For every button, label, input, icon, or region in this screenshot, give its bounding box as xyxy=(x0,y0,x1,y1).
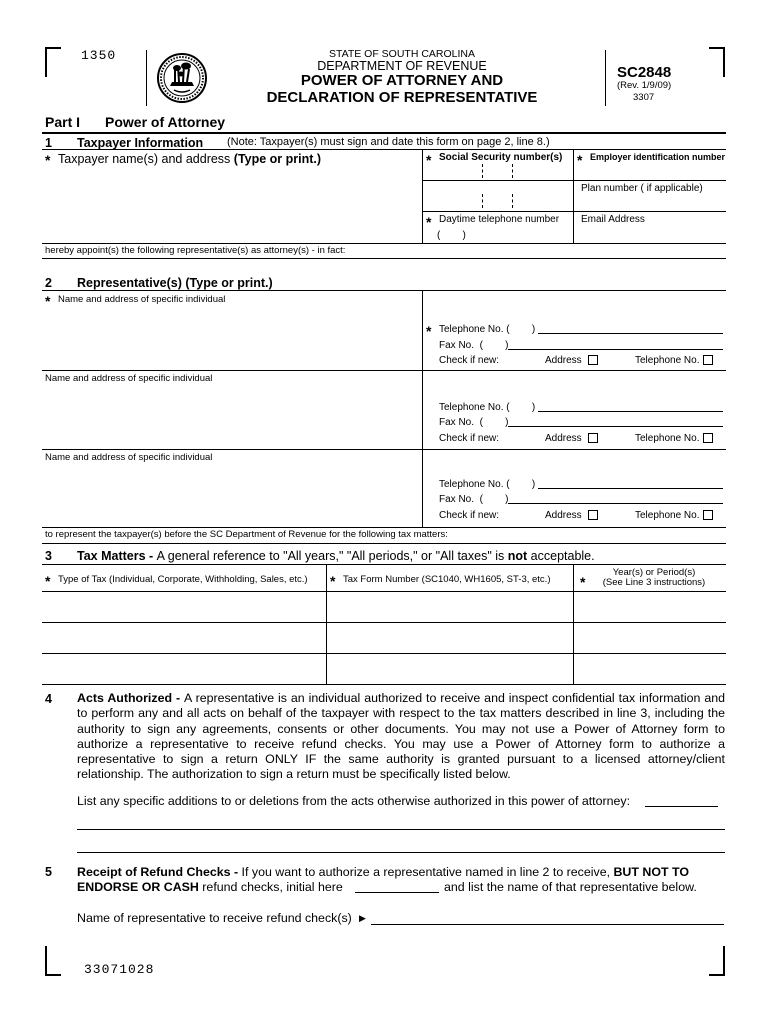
tax-form-header: Tax Form Number (SC1040, WH1605, ST-3, etc.) xyxy=(343,574,551,585)
rep2-fax-label: Fax No. ( ) xyxy=(439,417,509,428)
rule xyxy=(42,258,726,259)
rule xyxy=(42,564,726,565)
rep2-name-address-field[interactable] xyxy=(46,387,420,449)
rep2-telephone-line xyxy=(538,411,723,412)
section-4-list-label: List any specific additions to or deletions from the acts otherwise authorized in this power of attorney: xyxy=(77,794,631,808)
rep3-name-label: Name and address of specific individual xyxy=(45,452,213,463)
header-dept: DEPARTMENT OF REVENUE xyxy=(317,59,487,73)
refund-rep-line xyxy=(371,924,724,925)
rep1-fax-field[interactable] xyxy=(510,336,720,348)
rule xyxy=(326,564,327,684)
represent-text: to represent the taxpayer(s) before the SC Department of Revenue for the following tax matters: xyxy=(45,529,448,540)
rule xyxy=(422,211,726,212)
taxpayer-name-label-text: Taxpayer name(s) and address xyxy=(58,152,234,166)
section-4-number: 4 xyxy=(45,692,52,706)
ein-label: Employer identification number xyxy=(590,152,726,162)
rep1-telephone-field[interactable] xyxy=(540,320,720,332)
rule xyxy=(42,622,726,623)
rep3-address-checkbox[interactable] xyxy=(588,510,598,520)
required-marker: * xyxy=(330,573,336,589)
header-title-1: POWER OF ATTORNEY AND xyxy=(300,72,504,89)
corner-mark-bottom-left xyxy=(45,946,61,976)
ssn-field-2[interactable] xyxy=(428,195,568,208)
rep1-address-checkbox[interactable] xyxy=(588,355,598,365)
rule xyxy=(42,370,726,371)
year-period-row-2[interactable] xyxy=(578,631,722,647)
header-state: STATE OF SOUTH CAROLINA xyxy=(328,48,476,60)
rep1-telephone-checkbox[interactable] xyxy=(703,355,713,365)
acts-line-2 xyxy=(77,829,725,830)
required-marker: * xyxy=(45,573,51,589)
initial-field[interactable] xyxy=(357,878,437,891)
section-3-not: not xyxy=(507,549,528,563)
acts-field-2[interactable] xyxy=(78,815,723,828)
rep1-fax-label: Fax No. ( ) xyxy=(439,340,509,351)
acts-field-1[interactable] xyxy=(646,792,718,805)
rule xyxy=(42,132,726,134)
rule xyxy=(42,591,726,592)
rep2-telephone-checkbox[interactable] xyxy=(703,433,713,443)
required-marker: * xyxy=(426,152,432,168)
tax-type-header: Type of Tax (Individual, Corporate, Withholding, Sales, etc.) xyxy=(58,574,308,585)
ssn-field-1[interactable] xyxy=(428,165,568,178)
section-4-paragraph xyxy=(77,691,725,783)
rep3-telephone-checkbox[interactable] xyxy=(703,510,713,520)
part-label: Part I xyxy=(45,114,81,130)
rep1-check-new-label: Check if new: xyxy=(439,355,500,366)
taxpayer-name-label xyxy=(58,153,321,166)
required-marker: * xyxy=(577,152,583,168)
ein-field[interactable] xyxy=(580,165,720,178)
section-5-line-1 xyxy=(77,866,689,878)
rep1-telephone-label: Telephone No. ( ) xyxy=(439,324,536,335)
rule xyxy=(422,290,423,527)
tax-form-row-3[interactable] xyxy=(330,662,568,678)
rule xyxy=(573,149,574,243)
rep3-telephone-check-label: Telephone No. xyxy=(635,510,700,521)
rep2-fax-field[interactable] xyxy=(510,413,720,425)
refund-rep-label: Name of representative to receive refund check(s) xyxy=(77,911,352,925)
form-revision: (Rev. 1/9/09) xyxy=(617,80,672,91)
daytime-phone-label: Daytime telephone number xyxy=(439,214,560,225)
tax-type-row-2[interactable] xyxy=(46,631,320,647)
form-number: SC2848 xyxy=(617,64,672,81)
section-4-title: Acts Authorized - xyxy=(77,691,185,705)
section-3-number: 3 xyxy=(45,549,52,563)
header-divider-right xyxy=(605,50,606,106)
rep3-fax-label: Fax No. ( ) xyxy=(439,494,509,505)
footer-code: 33071028 xyxy=(84,962,155,977)
section-3-title: Tax Matters - xyxy=(77,549,157,563)
section-5-line-2-end: and list the name of that representative below. xyxy=(444,880,697,894)
initial-line xyxy=(355,892,439,893)
section-3-text-end: acceptable. xyxy=(527,549,595,563)
ssn-label: Social Security number(s) xyxy=(439,152,563,163)
year-period-note: (See Line 3 instructions) xyxy=(602,577,706,588)
corner-mark-top-left xyxy=(45,47,61,77)
rep3-address-label: Address xyxy=(545,510,582,521)
rule xyxy=(42,149,726,150)
email-field[interactable] xyxy=(580,228,720,241)
rule xyxy=(422,149,423,243)
header-divider-left xyxy=(146,50,147,106)
section-2-number: 2 xyxy=(45,276,52,290)
rep1-name-label: Name and address of specific individual xyxy=(58,294,226,305)
section-1-title: Taxpayer Information xyxy=(77,136,204,150)
rep1-telephone-check-label: Telephone No. xyxy=(635,355,700,366)
year-period-row-1[interactable] xyxy=(578,600,722,616)
rep3-telephone-label: Telephone No. ( ) xyxy=(439,479,536,490)
rule xyxy=(573,564,574,684)
section-1-note: (Note: Taxpayer(s) must sign and date this form on page 2, line 8.) xyxy=(227,136,550,148)
state-seal-logo xyxy=(156,52,208,104)
rep3-telephone-field[interactable] xyxy=(540,475,720,487)
arrow-right-icon: ▶ xyxy=(359,913,366,923)
rule xyxy=(42,653,726,654)
section-4-body: A representative is an individual authorized to receive and inspect confidential tax information and to perform any and all acts on behalf of the taxpayer with respect to the tax matters described in line 3, including the authority to sign any agreements, consents or other documents. You may not use a Power of Attorney form to authorize a representative to receive refund checks. You may use a Power of Attorney form to authorize a representative to sign a return ONLY IF the same authority is granted pursuant to a licensed attorney/client relationship. The authorization to sign a return must be specifically listed below. xyxy=(77,691,725,782)
section-5-number: 5 xyxy=(45,865,52,879)
rep3-fax-line xyxy=(508,503,723,504)
section-5-text: If you want to authorize a representative named in line 2 to receive, xyxy=(241,865,614,879)
section-5-initial-text: refund checks, initial here xyxy=(198,880,343,894)
acts-line-1 xyxy=(645,806,718,807)
rep2-telephone-field[interactable] xyxy=(540,398,720,410)
rep2-telephone-label: Telephone No. ( ) xyxy=(439,402,536,413)
plan-number-label: Plan number ( if applicable) xyxy=(581,183,703,194)
corner-mark-bottom-right xyxy=(709,946,725,976)
plan-number-field[interactable] xyxy=(580,196,720,209)
rep1-address-label: Address xyxy=(545,355,582,366)
year-period-row-3[interactable] xyxy=(578,662,722,678)
acts-line-3 xyxy=(77,852,725,853)
daytime-phone-field[interactable] xyxy=(474,229,568,241)
section-5-title: Receipt of Refund Checks - xyxy=(77,865,242,879)
section-5-endorse: ENDORSE OR CASH xyxy=(77,880,199,894)
section-1-number: 1 xyxy=(45,136,52,150)
tax-form-row-1[interactable] xyxy=(330,600,568,616)
rule xyxy=(42,243,726,244)
section-5-not-to: BUT NOT TO xyxy=(613,865,689,879)
email-label: Email Address xyxy=(581,214,645,225)
rule xyxy=(42,449,726,450)
required-marker: * xyxy=(580,574,586,590)
part-title: Power of Attorney xyxy=(105,114,226,130)
rule xyxy=(42,543,726,544)
required-marker: * xyxy=(426,214,432,230)
form-code: 3307 xyxy=(633,92,655,103)
section-2-title: Representative(s) (Type or print.) xyxy=(77,276,273,290)
type-or-print-note: (Type or print.) xyxy=(233,152,322,166)
tax-type-row-3[interactable] xyxy=(46,662,320,678)
rep2-telephone-check-label: Telephone No. xyxy=(635,433,700,444)
rep1-name-address-field[interactable] xyxy=(46,308,420,370)
rule xyxy=(422,180,726,181)
rule xyxy=(42,290,726,291)
rep2-address-checkbox[interactable] xyxy=(588,433,598,443)
required-marker: * xyxy=(426,323,432,339)
tax-type-row-1[interactable] xyxy=(46,600,320,616)
section-5-line-2 xyxy=(77,881,343,893)
required-marker: * xyxy=(45,293,51,309)
daytime-phone-area-code: ( ) xyxy=(437,230,466,241)
tax-form-row-2[interactable] xyxy=(330,631,568,647)
rep3-telephone-line xyxy=(538,488,723,489)
acts-field-3[interactable] xyxy=(78,838,723,851)
section-3-text: A general reference to "All years," "All periods," or "All taxes" is xyxy=(156,549,508,563)
corner-mark-top-right xyxy=(709,47,725,77)
rep3-fax-field[interactable] xyxy=(510,490,720,502)
rep1-fax-line xyxy=(508,349,723,350)
rep2-name-label: Name and address of specific individual xyxy=(45,373,213,384)
rep2-check-new-label: Check if new: xyxy=(439,433,500,444)
rep3-check-new-label: Check if new: xyxy=(439,510,500,521)
corner-code: 1350 xyxy=(81,48,117,63)
year-period-header: Year(s) or Period(s) xyxy=(612,567,696,578)
required-marker: * xyxy=(45,152,51,168)
rule xyxy=(42,684,726,685)
taxpayer-name-address-field[interactable] xyxy=(46,170,422,244)
appoint-text: hereby appoint(s) the following representative(s) as attorney(s) - in fact: xyxy=(45,245,346,256)
header-title-2: DECLARATION OF REPRESENTATIVE xyxy=(266,89,538,106)
rep1-telephone-line xyxy=(538,333,723,334)
refund-rep-field[interactable] xyxy=(373,910,723,923)
rep3-name-address-field[interactable] xyxy=(46,466,420,528)
section-3-heading xyxy=(77,550,595,563)
rep2-fax-line xyxy=(508,426,723,427)
rep2-address-label: Address xyxy=(545,433,582,444)
